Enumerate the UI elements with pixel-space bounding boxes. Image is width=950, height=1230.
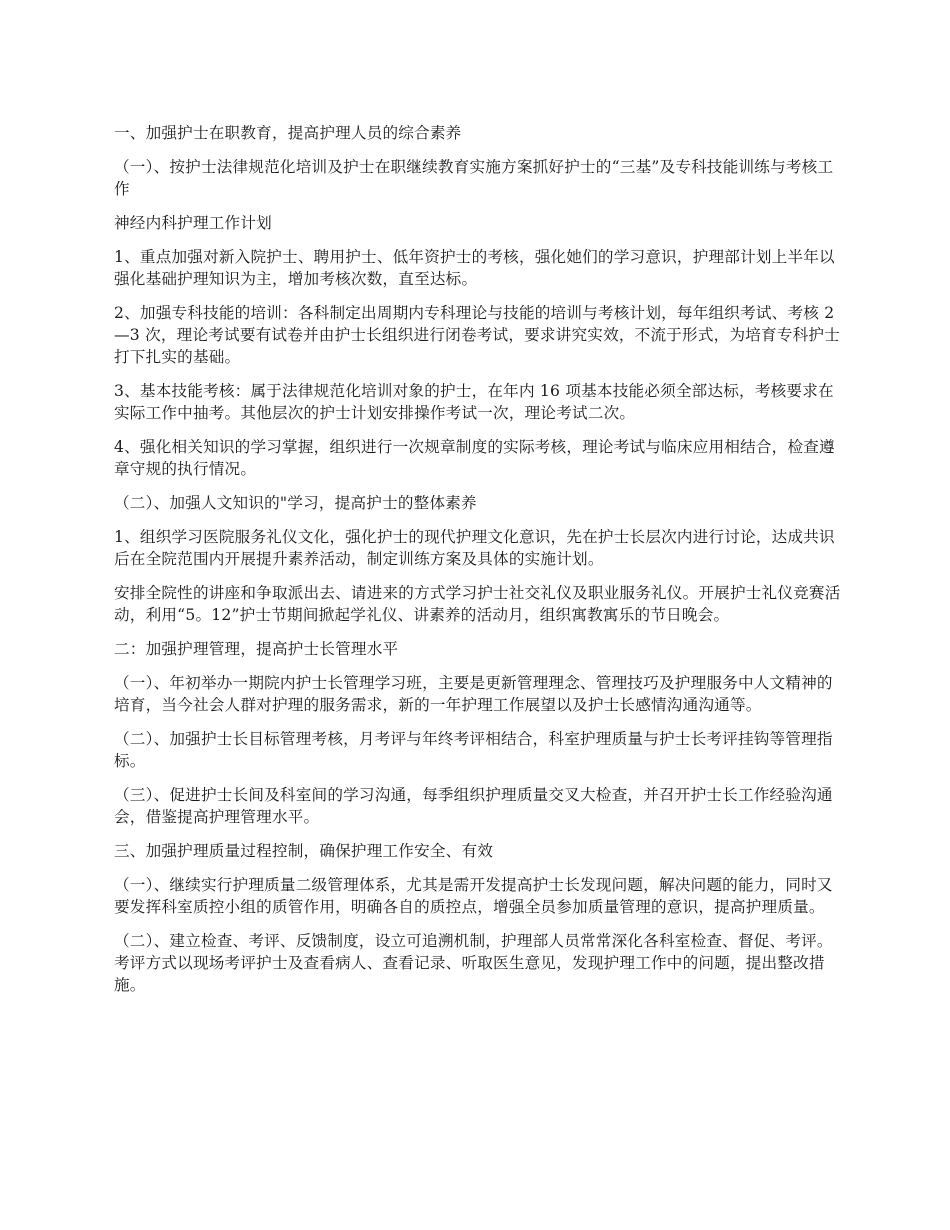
document-body [114,122,842,1008]
subsection-heading-1-2: （二）、加强人文知识的"学习，提高护士的整体素养 [114,494,477,512]
body-paragraph: 2、加强专科技能的培训：各科制定出周期内专科理论与技能的培训与考核计划，每年组织考试、考核 2—3 次，理论考试要有试卷并由护士长组织进行闭卷考试，要求讲究实效，不流于形式，为培育专科护士打下扎实的基础。 [114,304,840,366]
section-heading-1: 一、加强护士在职教育，提高护理人员的综合素养 [114,124,462,142]
section-heading-2: 二：加强护理管理，提高护士长管理水平 [114,640,399,658]
body-paragraph: （二）、加强护士长目标管理考核，月考评与年终考评相结合，科室护理质量与护士长考评挂钩等管理指标。 [114,730,833,770]
body-paragraph: （一）、继续实行护理质量二级管理体系，尤其是需开发提高护士长发现问题，解决问题的能力，同时又要发挥科室质控小组的质管作用，明确各自的质控点，增强全员参加质量管理的意识，提高护理质量。 [114,876,833,916]
body-paragraph: 4、强化相关知识的学习掌握，组织进行一次规章制度的实际考核，理论考试与临床应用相结合，检查遵章守规的执行情况。 [114,438,835,478]
body-paragraph: （一）、年初举办一期院内护士长管理学习班，主要是更新管理理念、管理技巧及护理服务中人文精神的培育，当今社会人群对护理的服务需求，新的一年护理工作展望以及护士长感情沟通沟通等。 [114,674,833,714]
body-paragraph: （二）、建立检查、考评、反馈制度，设立可追溯机制，护理部人员常常深化各科室检查、督促、考评。考评方式以现场考评护士及查看病人、查看记录、听取医生意见，发现护理工作中的问题，提出整改措施。 [114,932,833,994]
section-heading-3: 三、加强护理质量过程控制，确保护理工作安全、有效 [114,842,494,860]
body-paragraph: （三）、促进护士长间及科室间的学习沟通，每季组织护理质量交叉大检查，并召开护士长工作经验沟通会，借鉴提高护理管理水平。 [114,786,833,826]
body-paragraph: 1、组织学习医院服务礼仪文化，强化护士的现代护理文化意识，先在护士长层次内进行讨论，达成共识后在全院范围内开展提升素养活动，制定训练方案及具体的实施计划。 [114,528,835,568]
subsection-heading-1-1: （一）、按护士法律规范化培训及护士在职继续教育实施方案抓好护士的“三基”及专科技能训练与考核工作 [114,158,834,198]
body-paragraph: 1、重点加强对新入院护士、聘用护士、低年资护士的考核，强化她们的学习意识，护理部计划上半年以强化基础护理知识为主，增加考核次数，直至达标。 [114,248,835,288]
body-paragraph: 安排全院性的讲座和争取派出去、请进来的方式学习护士社交礼仪及职业服务礼仪。开展护士礼仪竞赛活动，利用“5。12”护士节期间掀起学礼仪、讲素养的活动月，组织寓教寓乐的节日晚会。 [114,584,841,624]
body-paragraph: 3、基本技能考核：属于法律规范化培训对象的护士，在年内 16 项基本技能必须全部达标，考核要求在实际工作中抽考。其他层次的护士计划安排操作考试一次，理论考试二次。 [114,382,834,422]
document-title-line: 神经内科护理工作计划 [114,214,272,232]
